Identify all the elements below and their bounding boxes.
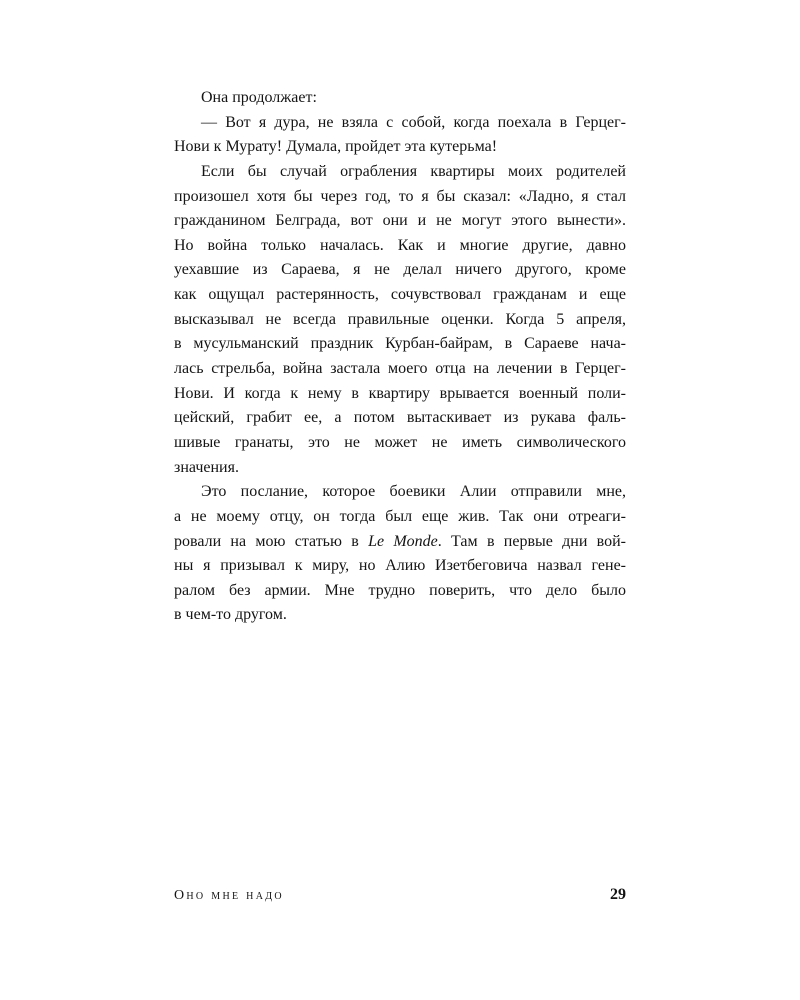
text-line: значения. bbox=[174, 458, 239, 476]
text-line: произошел хотя бы через год, то я бы сказал: «Ладно, я стал bbox=[174, 187, 626, 205]
text-line: Если бы случай ограбления квартиры моих родителей bbox=[201, 162, 626, 180]
text-fragment: ровали на мою статью в bbox=[174, 532, 369, 550]
text-line: ны я призывал к миру, но Алию Изетбеговича назвал гене- bbox=[174, 557, 626, 575]
text-line-with-italic bbox=[174, 530, 626, 555]
text-line: Но война только началась. Как и многие другие, давно bbox=[174, 236, 626, 254]
text-line: лась стрельба, война застала моего отца на лечении в Герцег- bbox=[174, 360, 626, 378]
text-line: Это послание, которое боевики Алии отправили мне, bbox=[201, 483, 626, 501]
text-line: уехавшие из Сараева, я не делал ничего другого, кроме bbox=[174, 261, 626, 279]
text-line: — Вот я дура, не взяла с собой, когда поехала в Герцег- bbox=[201, 113, 626, 131]
italic-title: Le Monde bbox=[368, 532, 438, 550]
body-text bbox=[174, 86, 626, 628]
text-line: как ощущал растерянность, сочувствовал гражданам и еще bbox=[174, 286, 626, 304]
text-line: цейский, грабит ее, а потом вытаскивает из рукава фаль- bbox=[174, 409, 626, 427]
text-line: ралом без армии. Мне трудно поверить, что дело было bbox=[174, 581, 626, 599]
text-line: а не моему отцу, он тогда был еще жив. Так они отреаги- bbox=[174, 507, 626, 525]
text-fragment: . Там в первые дни вой- bbox=[437, 532, 627, 550]
text-line: шивые гранаты, это не может не иметь символического bbox=[174, 433, 626, 451]
text-line: высказывал не всегда правильные оценки. Когда 5 апреля, bbox=[174, 310, 626, 328]
text-line: Нови. И когда к нему в квартиру врывается военный поли- bbox=[174, 384, 626, 402]
text-line: Она продолжает: bbox=[201, 89, 317, 106]
text-line: в мусульманский праздник Курбан-байрам, в Сараеве нача- bbox=[174, 335, 626, 353]
page-number: 29 bbox=[610, 886, 626, 903]
text-line: Нови к Мурату! Думала, пройдет эта кутерьма! bbox=[174, 138, 498, 156]
running-footer-title: Оно мне надо bbox=[174, 888, 284, 903]
text-line: в чем-то другом. bbox=[174, 606, 287, 624]
text-line: гражданином Белграда, вот они и не могут этого вынести». bbox=[174, 212, 626, 230]
